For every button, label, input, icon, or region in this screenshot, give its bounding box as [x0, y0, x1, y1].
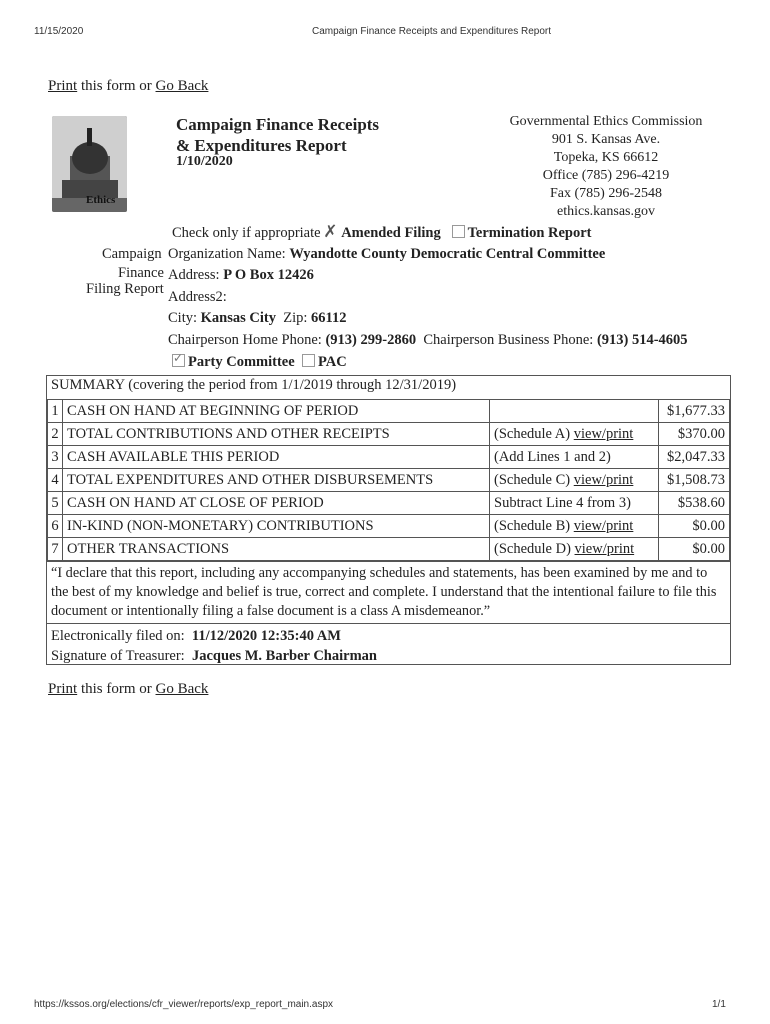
row-schedule: [490, 446, 659, 469]
filed-label: Electronically filed on:: [51, 628, 185, 644]
amended-filing-label: Amended Filing: [341, 225, 441, 241]
commission-address: [496, 113, 716, 221]
row-number: 4: [48, 469, 63, 492]
address2-label: Address2:: [168, 289, 227, 305]
organization-name-field: [168, 246, 605, 263]
row-amount: $0.00: [659, 515, 730, 538]
summary-row: [48, 423, 730, 446]
ethics-logo: [52, 116, 127, 212]
summary-row: [48, 469, 730, 492]
report-title-line2: & Expenditures Report: [176, 136, 347, 155]
row-amount: $538.60: [659, 492, 730, 515]
nav-separator-text: this form or: [77, 78, 156, 94]
row-number: 3: [48, 446, 63, 469]
row-amount: $1,508.73: [659, 469, 730, 492]
row-label: CASH AVAILABLE THIS PERIOD: [63, 446, 490, 469]
row-label: OTHER TRANSACTIONS: [63, 538, 490, 561]
amended-filing-checkbox[interactable]: [324, 227, 338, 238]
report-date: 1/10/2020: [176, 154, 233, 169]
report-title-line1: Campaign Finance Receipts: [176, 115, 380, 134]
termination-report-checkbox[interactable]: [452, 225, 465, 238]
print-link-bottom[interactable]: Print: [48, 681, 78, 697]
view-print-link[interactable]: view/print: [573, 517, 634, 534]
party-committee-label: Party Committee: [188, 354, 295, 370]
row-schedule: [490, 492, 659, 515]
schedule-text: (Schedule D): [494, 540, 575, 557]
zip-label: Zip:: [283, 310, 308, 326]
row-schedule: [490, 515, 659, 538]
view-print-link[interactable]: view/print: [574, 540, 635, 557]
treasurer-label: Signature of Treasurer:: [51, 648, 185, 664]
zip-value: 66112: [311, 310, 347, 326]
row-number: 7: [48, 538, 63, 561]
signature-block: [47, 623, 730, 668]
summary-row: [48, 492, 730, 515]
address2-field: [168, 289, 227, 306]
print-date: 11/15/2020: [34, 26, 84, 37]
nav-separator-text-bottom: this form or: [77, 681, 156, 697]
logo-text: Ethics: [86, 194, 116, 206]
row-amount: $1,677.33: [659, 400, 730, 423]
schedule-text: (Schedule C): [494, 471, 574, 488]
treasurer-value: Jacques M. Barber Chairman: [191, 648, 377, 664]
row-amount: $0.00: [659, 538, 730, 561]
row-amount: $2,047.33: [659, 446, 730, 469]
summary-table: [47, 399, 730, 561]
top-nav: [48, 78, 208, 95]
commission-office-phone: Office (785) 296-4219: [542, 168, 670, 183]
filed-value: 11/12/2020 12:35:40 AM: [191, 628, 341, 644]
party-committee-checkbox[interactable]: [172, 354, 185, 367]
home-phone-value: (913) 299-2860: [325, 332, 417, 348]
row-amount: $370.00: [659, 423, 730, 446]
view-print-link[interactable]: view/print: [573, 471, 634, 488]
side-label-campaign: Campaign: [102, 246, 162, 262]
commission-fax: Fax (785) 296-2548: [550, 186, 662, 201]
treasurer-row: [51, 646, 726, 666]
side-label-filing-report: Filing Report: [86, 281, 164, 297]
summary-row: [48, 400, 730, 423]
print-page-number: 1/1: [712, 999, 726, 1010]
row-label: CASH ON HAND AT BEGINNING OF PERIOD: [63, 400, 490, 423]
row-schedule: [490, 469, 659, 492]
row-schedule: [490, 423, 659, 446]
city-zip-field: [168, 310, 346, 327]
row-label: CASH ON HAND AT CLOSE OF PERIOD: [63, 492, 490, 515]
summary-box: [46, 375, 731, 665]
row-label: TOTAL EXPENDITURES AND OTHER DISBURSEMENTS: [63, 469, 490, 492]
org-value: Wyandotte County Democratic Central Committee: [289, 246, 606, 262]
go-back-link[interactable]: Go Back: [155, 78, 209, 94]
go-back-link-bottom[interactable]: Go Back: [155, 681, 209, 697]
address-field: [168, 267, 314, 284]
business-phone-label: Chairperson Business Phone:: [423, 332, 594, 348]
print-title: Campaign Finance Receipts and Expenditures Report: [312, 26, 552, 37]
commission-website: ethics.kansas.gov: [557, 204, 655, 219]
summary-row: [48, 538, 730, 561]
schedule-text: (Add Lines 1 and 2): [494, 448, 611, 465]
schedule-text: (Schedule B): [494, 517, 574, 534]
committee-type-row: [172, 354, 347, 371]
org-label: Organization Name:: [168, 246, 286, 262]
city-value: Kansas City: [200, 310, 276, 326]
filed-on-row: [51, 626, 726, 646]
summary-row: [48, 515, 730, 538]
print-url: https://kssos.org/elections/cfr_viewer/reports/exp_report_main.aspx: [34, 999, 334, 1010]
row-number: 2: [48, 423, 63, 446]
row-schedule: [490, 400, 659, 423]
commission-name: Governmental Ethics Commission: [509, 114, 703, 129]
pac-checkbox[interactable]: [302, 354, 315, 367]
row-label: TOTAL CONTRIBUTIONS AND OTHER RECEIPTS: [63, 423, 490, 446]
check-label: Check only if appropriate: [172, 225, 321, 241]
pac-label: PAC: [317, 354, 347, 370]
row-number: 5: [48, 492, 63, 515]
filing-type-row: [172, 225, 592, 242]
business-phone-value: (913) 514-4605: [596, 332, 688, 348]
view-print-link[interactable]: view/print: [573, 425, 634, 442]
commission-city: Topeka, KS 66612: [553, 150, 659, 165]
side-label-finance: Finance: [118, 265, 164, 281]
commission-street: 901 S. Kansas Ave.: [551, 132, 661, 147]
summary-row: [48, 446, 730, 469]
summary-header: SUMMARY (covering the period from 1/1/2019 through 12/31/2019): [51, 377, 457, 393]
termination-report-label: Termination Report: [467, 225, 592, 241]
row-number: 1: [48, 400, 63, 423]
home-phone-label: Chairperson Home Phone:: [168, 332, 322, 348]
row-label: IN-KIND (NON-MONETARY) CONTRIBUTIONS: [63, 515, 490, 538]
schedule-text: Subtract Line 4 from 3): [494, 494, 631, 511]
schedule-text: (Schedule A): [494, 425, 574, 442]
declaration-text: “I declare that this report, including any accompanying schedules and statements, has been examined by me and to the best of my knowledge and belief is true, correct and complete. I understand that the intentional failure to file this document or intentionally filing a false document is a class A misdemeanor.”: [47, 561, 730, 623]
phones-field: [168, 332, 688, 349]
print-link[interactable]: Print: [48, 78, 78, 94]
row-schedule: [490, 538, 659, 561]
city-label: City:: [168, 310, 198, 326]
row-number: 6: [48, 515, 63, 538]
bottom-nav: [48, 681, 208, 698]
address-label: Address:: [168, 267, 220, 283]
address-value: P O Box 12426: [223, 267, 314, 283]
